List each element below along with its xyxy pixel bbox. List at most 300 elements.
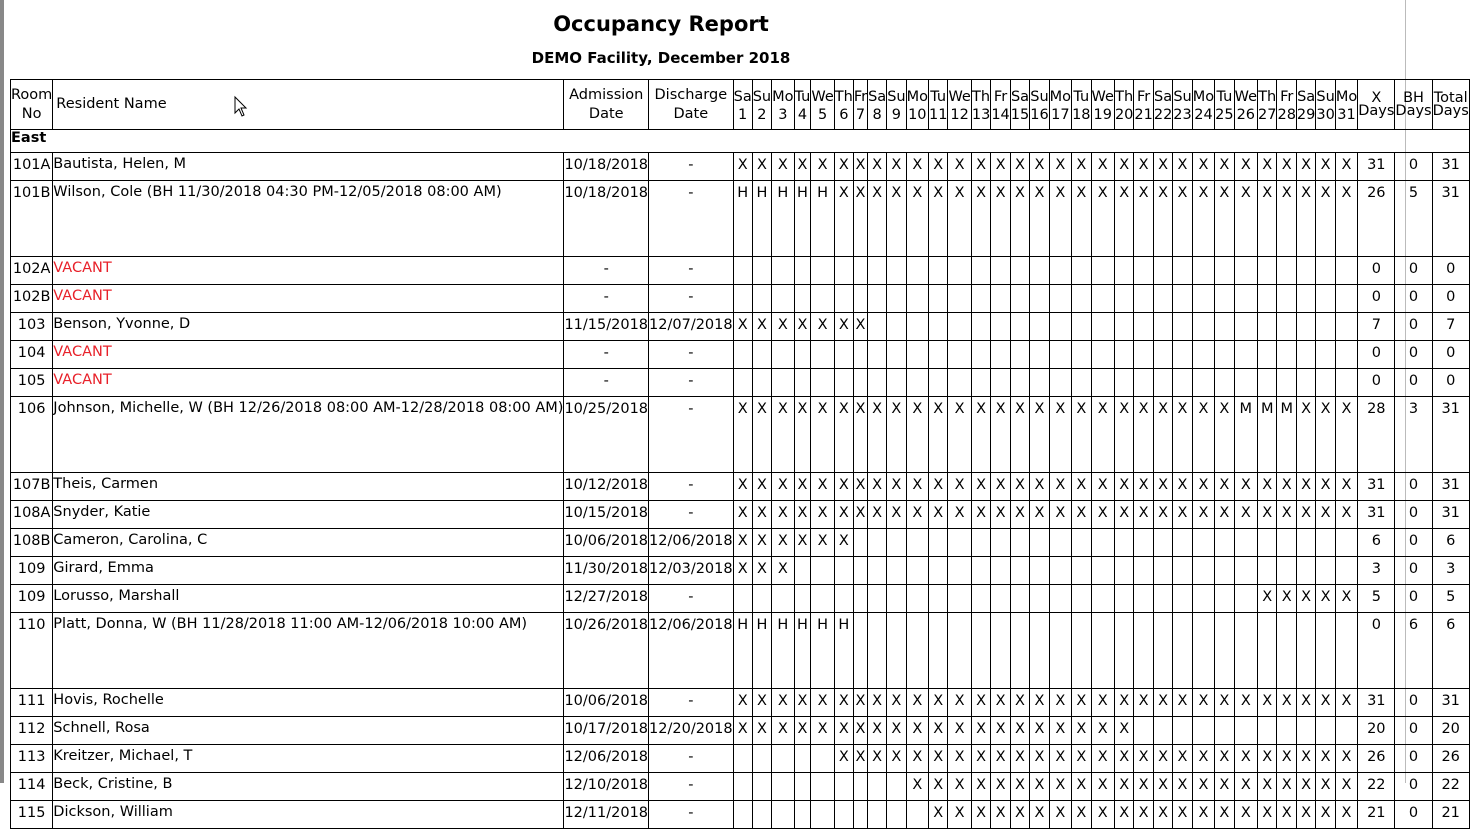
- day-cell: X: [1030, 181, 1049, 257]
- day-cell: [1091, 529, 1114, 557]
- admission-date-cell: -: [564, 369, 649, 397]
- day-cell: [1335, 285, 1357, 313]
- day-cell: X: [1030, 801, 1049, 829]
- day-cell: X: [971, 773, 990, 801]
- day-cell: [1215, 613, 1234, 689]
- day-cell: X: [1049, 745, 1071, 773]
- admission-date-cell: 10/25/2018: [564, 397, 649, 473]
- total-days-cell: 6: [1432, 529, 1469, 557]
- day-cell: [1010, 369, 1029, 397]
- resident-name-cell: Dickson, William: [53, 801, 564, 829]
- day-cell: [1091, 341, 1114, 369]
- day-cell: X: [1335, 501, 1357, 529]
- admission-date-cell: 12/06/2018: [564, 745, 649, 773]
- day-cell: X: [1258, 473, 1277, 501]
- day-cell: M: [1234, 397, 1257, 473]
- day-cell: X: [1296, 585, 1315, 613]
- col-header-day: Th 20: [1114, 80, 1133, 130]
- section-label: East: [11, 130, 1470, 153]
- day-cell: X: [1192, 181, 1214, 257]
- col-header-day: Mo 31: [1335, 80, 1357, 130]
- day-cell: [1072, 341, 1091, 369]
- day-cell: [1134, 529, 1153, 557]
- day-cell: X: [1030, 153, 1049, 181]
- day-cell: [811, 257, 834, 285]
- day-cell: [794, 285, 811, 313]
- day-cell: X: [1173, 181, 1192, 257]
- day-cell: X: [906, 773, 928, 801]
- day-cell: X: [834, 529, 853, 557]
- day-cell: [1072, 313, 1091, 341]
- day-cell: X: [1215, 181, 1234, 257]
- table-row: [11, 529, 1470, 557]
- day-cell: X: [991, 745, 1010, 773]
- table-row: [11, 585, 1470, 613]
- day-cell: [1234, 369, 1257, 397]
- day-cell: [1277, 529, 1296, 557]
- day-cell: [853, 801, 867, 829]
- day-cell: X: [868, 473, 887, 501]
- day-cell: H: [772, 613, 794, 689]
- day-cell: X: [811, 717, 834, 745]
- day-cell: H: [752, 181, 771, 257]
- day-cell: X: [1335, 473, 1357, 501]
- day-cell: [1030, 369, 1049, 397]
- day-cell: X: [1091, 181, 1114, 257]
- day-cell: X: [1153, 501, 1172, 529]
- day-cell: [1049, 557, 1071, 585]
- day-cell: [1215, 557, 1234, 585]
- day-cell: [1335, 369, 1357, 397]
- total-days-cell: 7: [1432, 313, 1469, 341]
- day-cell: [1192, 313, 1214, 341]
- day-cell: [794, 341, 811, 369]
- day-cell: [811, 557, 834, 585]
- day-cell: X: [1234, 689, 1257, 717]
- table-row: [11, 181, 1470, 257]
- day-cell: X: [1277, 501, 1296, 529]
- day-cell: [906, 285, 928, 313]
- day-cell: [948, 369, 971, 397]
- day-cell: [1091, 369, 1114, 397]
- day-cell: X: [1114, 153, 1133, 181]
- col-header-total-days: Total Days: [1432, 80, 1469, 130]
- day-cell: [1091, 585, 1114, 613]
- day-cell: X: [906, 689, 928, 717]
- day-cell: [1215, 369, 1234, 397]
- day-cell: X: [1134, 473, 1153, 501]
- day-cell: [1296, 341, 1315, 369]
- day-cell: [1234, 285, 1257, 313]
- occupancy-table: [10, 79, 1470, 829]
- bh-days-cell: 0: [1395, 501, 1432, 529]
- day-cell: X: [1316, 153, 1335, 181]
- day-cell: [971, 529, 990, 557]
- day-cell: [794, 585, 811, 613]
- day-cell: [1192, 529, 1214, 557]
- day-cell: [752, 801, 771, 829]
- day-cell: X: [1316, 689, 1335, 717]
- day-cell: X: [887, 153, 906, 181]
- day-cell: X: [1049, 153, 1071, 181]
- day-cell: [772, 585, 794, 613]
- day-cell: X: [928, 397, 947, 473]
- total-days-cell: 31: [1432, 501, 1469, 529]
- day-cell: [887, 613, 906, 689]
- day-cell: X: [752, 473, 771, 501]
- col-header-day: Su 2: [752, 80, 771, 130]
- day-cell: [1258, 613, 1277, 689]
- day-cell: X: [1010, 801, 1029, 829]
- day-cell: H: [834, 613, 853, 689]
- day-cell: X: [1173, 473, 1192, 501]
- day-cell: [971, 585, 990, 613]
- room-number-cell: 108A: [11, 501, 53, 529]
- day-cell: X: [971, 473, 990, 501]
- day-cell: X: [991, 501, 1010, 529]
- x-days-cell: 0: [1358, 369, 1395, 397]
- day-cell: X: [1173, 501, 1192, 529]
- vacant-label: VACANT: [53, 341, 564, 369]
- day-cell: X: [1134, 773, 1153, 801]
- day-cell: X: [1215, 153, 1234, 181]
- x-days-cell: 31: [1358, 689, 1395, 717]
- day-cell: X: [1316, 181, 1335, 257]
- discharge-date-cell: -: [649, 745, 734, 773]
- day-cell: X: [887, 689, 906, 717]
- day-cell: [811, 369, 834, 397]
- col-header-day: Fr 28: [1277, 80, 1296, 130]
- admission-date-cell: 12/27/2018: [564, 585, 649, 613]
- day-cell: X: [928, 181, 947, 257]
- day-cell: [1173, 557, 1192, 585]
- day-cell: [1258, 369, 1277, 397]
- day-cell: X: [1072, 717, 1091, 745]
- col-header-day: Th 13: [971, 80, 990, 130]
- day-cell: [928, 285, 947, 313]
- table-row: [11, 285, 1470, 313]
- discharge-date-cell: -: [649, 341, 734, 369]
- day-cell: X: [1114, 501, 1133, 529]
- day-cell: [971, 369, 990, 397]
- day-cell: [811, 585, 834, 613]
- day-cell: [1072, 557, 1091, 585]
- day-cell: [794, 801, 811, 829]
- day-cell: [772, 285, 794, 313]
- day-cell: X: [868, 397, 887, 473]
- day-cell: [948, 585, 971, 613]
- day-cell: X: [1215, 473, 1234, 501]
- day-cell: [1091, 257, 1114, 285]
- total-days-cell: 26: [1432, 745, 1469, 773]
- day-cell: [1277, 257, 1296, 285]
- x-days-cell: 0: [1358, 285, 1395, 313]
- discharge-date-cell: -: [649, 369, 734, 397]
- day-cell: X: [1296, 153, 1315, 181]
- day-cell: [868, 369, 887, 397]
- day-cell: X: [1072, 473, 1091, 501]
- day-cell: X: [1234, 745, 1257, 773]
- day-cell: [1316, 285, 1335, 313]
- table-row: [11, 801, 1470, 829]
- page-title: Occupancy Report: [553, 12, 769, 36]
- day-cell: X: [1049, 397, 1071, 473]
- day-cell: X: [1134, 181, 1153, 257]
- day-cell: [887, 257, 906, 285]
- day-cell: X: [991, 153, 1010, 181]
- day-cell: X: [733, 557, 752, 585]
- day-cell: [887, 801, 906, 829]
- day-cell: [1234, 717, 1257, 745]
- day-cell: H: [733, 613, 752, 689]
- day-cell: X: [1296, 801, 1315, 829]
- table-row: [11, 369, 1470, 397]
- day-cell: X: [948, 801, 971, 829]
- day-cell: X: [971, 501, 990, 529]
- day-cell: X: [1316, 501, 1335, 529]
- discharge-date-cell: -: [649, 501, 734, 529]
- day-cell: [948, 613, 971, 689]
- day-cell: X: [1030, 717, 1049, 745]
- day-cell: [834, 585, 853, 613]
- day-cell: X: [772, 529, 794, 557]
- day-cell: X: [1010, 181, 1029, 257]
- day-cell: [1316, 529, 1335, 557]
- room-number-cell: 101B: [11, 181, 53, 257]
- day-cell: [868, 313, 887, 341]
- day-cell: X: [868, 181, 887, 257]
- day-cell: [868, 257, 887, 285]
- day-cell: X: [752, 397, 771, 473]
- day-cell: X: [794, 501, 811, 529]
- room-number-cell: 110: [11, 613, 53, 689]
- col-header-day: Su 16: [1030, 80, 1049, 130]
- day-cell: [752, 257, 771, 285]
- day-cell: [971, 613, 990, 689]
- day-cell: [1049, 585, 1071, 613]
- day-cell: [1010, 557, 1029, 585]
- day-cell: X: [928, 153, 947, 181]
- day-cell: [1153, 369, 1172, 397]
- day-cell: [1335, 529, 1357, 557]
- room-number-cell: 102B: [11, 285, 53, 313]
- day-cell: [1215, 717, 1234, 745]
- day-cell: [1153, 717, 1172, 745]
- day-cell: X: [733, 313, 752, 341]
- bh-days-cell: 3: [1395, 397, 1432, 473]
- day-cell: [1173, 369, 1192, 397]
- day-cell: [1316, 313, 1335, 341]
- day-cell: X: [1335, 397, 1357, 473]
- col-header-day: Su 23: [1173, 80, 1192, 130]
- x-days-cell: 0: [1358, 257, 1395, 285]
- day-cell: [1234, 257, 1257, 285]
- col-header-day: Sa 8: [868, 80, 887, 130]
- day-cell: [1215, 585, 1234, 613]
- day-cell: X: [772, 501, 794, 529]
- day-cell: [948, 557, 971, 585]
- day-cell: X: [1316, 773, 1335, 801]
- day-cell: H: [772, 181, 794, 257]
- day-cell: X: [991, 689, 1010, 717]
- day-cell: [853, 773, 867, 801]
- day-cell: X: [1335, 773, 1357, 801]
- day-cell: [733, 285, 752, 313]
- day-cell: [1153, 341, 1172, 369]
- day-cell: X: [733, 529, 752, 557]
- day-cell: H: [794, 181, 811, 257]
- day-cell: [1234, 557, 1257, 585]
- day-cell: X: [1091, 397, 1114, 473]
- day-cell: X: [1091, 153, 1114, 181]
- day-cell: X: [1192, 473, 1214, 501]
- day-cell: [1114, 285, 1133, 313]
- resident-name-cell: Benson, Yvonne, D: [53, 313, 564, 341]
- day-cell: X: [834, 745, 853, 773]
- day-cell: [733, 773, 752, 801]
- day-cell: [1335, 613, 1357, 689]
- day-cell: [991, 341, 1010, 369]
- day-cell: X: [853, 181, 867, 257]
- day-cell: X: [1258, 181, 1277, 257]
- day-cell: [887, 529, 906, 557]
- day-cell: [772, 341, 794, 369]
- day-cell: X: [991, 397, 1010, 473]
- day-cell: [1134, 369, 1153, 397]
- day-cell: [1134, 285, 1153, 313]
- admission-date-cell: 11/30/2018: [564, 557, 649, 585]
- day-cell: X: [772, 313, 794, 341]
- window-frame-left: [0, 0, 4, 783]
- day-cell: H: [811, 613, 834, 689]
- day-cell: X: [1072, 153, 1091, 181]
- day-cell: [1030, 285, 1049, 313]
- day-cell: [834, 801, 853, 829]
- day-cell: [1049, 313, 1071, 341]
- day-cell: [1153, 257, 1172, 285]
- day-cell: [1049, 341, 1071, 369]
- day-cell: [1173, 257, 1192, 285]
- day-cell: X: [1316, 473, 1335, 501]
- day-cell: [971, 557, 990, 585]
- day-cell: X: [733, 153, 752, 181]
- day-cell: X: [1153, 745, 1172, 773]
- col-header-day: Th 27: [1258, 80, 1277, 130]
- total-days-cell: 21: [1432, 801, 1469, 829]
- day-cell: [868, 285, 887, 313]
- day-cell: [1316, 257, 1335, 285]
- col-header-day: Fr 7: [853, 80, 867, 130]
- day-cell: [1234, 341, 1257, 369]
- day-cell: [948, 285, 971, 313]
- x-days-cell: 26: [1358, 745, 1395, 773]
- day-cell: X: [868, 501, 887, 529]
- x-days-cell: 22: [1358, 773, 1395, 801]
- day-cell: [906, 529, 928, 557]
- day-cell: [906, 369, 928, 397]
- day-cell: [906, 585, 928, 613]
- room-number-cell: 108B: [11, 529, 53, 557]
- x-days-cell: 28: [1358, 397, 1395, 473]
- day-cell: X: [794, 473, 811, 501]
- day-cell: [868, 529, 887, 557]
- col-header-day: Su 9: [887, 80, 906, 130]
- day-cell: [1277, 341, 1296, 369]
- day-cell: [1277, 313, 1296, 341]
- day-cell: [1335, 557, 1357, 585]
- day-cell: [1316, 613, 1335, 689]
- day-cell: [1049, 285, 1071, 313]
- day-cell: [834, 369, 853, 397]
- col-header-day: Sa 15: [1010, 80, 1029, 130]
- day-cell: [733, 341, 752, 369]
- admission-date-cell: -: [564, 341, 649, 369]
- room-number-cell: 112: [11, 717, 53, 745]
- day-cell: [1335, 341, 1357, 369]
- day-cell: X: [1316, 397, 1335, 473]
- day-cell: X: [834, 181, 853, 257]
- day-cell: X: [906, 397, 928, 473]
- resident-name-cell: Schnell, Rosa: [53, 717, 564, 745]
- day-cell: X: [752, 689, 771, 717]
- room-number-cell: 107B: [11, 473, 53, 501]
- day-cell: [1335, 717, 1357, 745]
- day-cell: X: [1335, 153, 1357, 181]
- day-cell: X: [1153, 473, 1172, 501]
- day-cell: X: [853, 745, 867, 773]
- admission-date-cell: 10/15/2018: [564, 501, 649, 529]
- day-cell: X: [1030, 397, 1049, 473]
- day-cell: [991, 557, 1010, 585]
- day-cell: [906, 257, 928, 285]
- day-cell: X: [991, 473, 1010, 501]
- day-cell: [1134, 613, 1153, 689]
- day-cell: [868, 585, 887, 613]
- day-cell: X: [948, 773, 971, 801]
- col-header-day: We 19: [1091, 80, 1114, 130]
- day-cell: [1153, 285, 1172, 313]
- day-cell: X: [887, 501, 906, 529]
- day-cell: [834, 773, 853, 801]
- day-cell: X: [1010, 689, 1029, 717]
- day-cell: X: [971, 801, 990, 829]
- day-cell: [1072, 369, 1091, 397]
- day-cell: [928, 257, 947, 285]
- x-days-cell: 5: [1358, 585, 1395, 613]
- day-cell: [1215, 285, 1234, 313]
- day-cell: X: [1072, 397, 1091, 473]
- col-header-day: Mo 24: [1192, 80, 1214, 130]
- day-cell: X: [1192, 153, 1214, 181]
- day-cell: X: [868, 717, 887, 745]
- day-cell: [1173, 313, 1192, 341]
- day-cell: [971, 257, 990, 285]
- day-cell: [1296, 257, 1315, 285]
- day-cell: X: [1091, 473, 1114, 501]
- day-cell: X: [811, 397, 834, 473]
- day-cell: X: [906, 153, 928, 181]
- total-days-cell: 31: [1432, 153, 1469, 181]
- day-cell: X: [1192, 689, 1214, 717]
- day-cell: X: [1114, 473, 1133, 501]
- discharge-date-cell: -: [649, 181, 734, 257]
- day-cell: H: [752, 613, 771, 689]
- day-cell: [887, 313, 906, 341]
- day-cell: X: [906, 717, 928, 745]
- day-cell: [1049, 613, 1071, 689]
- bh-days-cell: 0: [1395, 801, 1432, 829]
- day-cell: [1010, 613, 1029, 689]
